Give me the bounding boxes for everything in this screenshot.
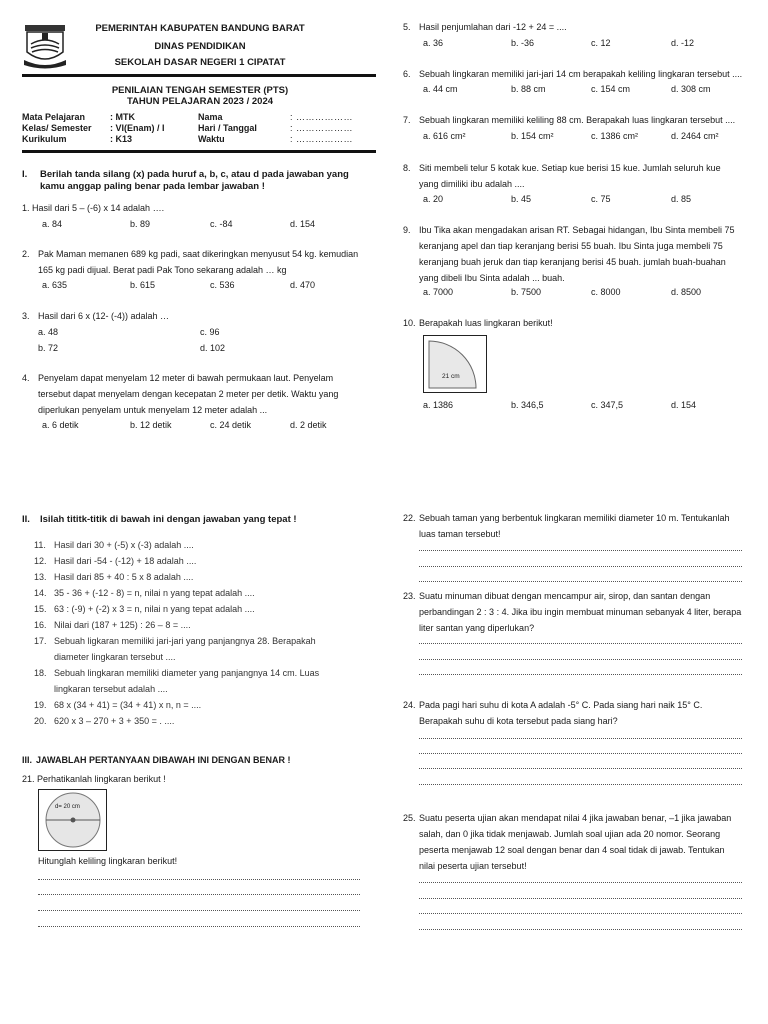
question-line: luas taman tersebut! bbox=[419, 529, 501, 539]
option: a. 6 detik bbox=[42, 420, 79, 430]
question-7: Sebuah lingkaran memiliki keliling 88 cm. Berapakah luas lingkaran tersebut .... bbox=[419, 115, 736, 125]
answer-line bbox=[419, 898, 742, 899]
fill-item bbox=[34, 649, 364, 665]
fill-item bbox=[34, 665, 364, 681]
meta-divider bbox=[22, 150, 376, 153]
meta-label: Mata Pelajaran bbox=[22, 112, 86, 122]
option: b. 72 bbox=[38, 343, 59, 353]
question-3-number: 3. bbox=[22, 311, 30, 321]
option: c. -84 bbox=[210, 219, 233, 229]
item-number: 15. bbox=[34, 604, 47, 614]
question-line: salah, dan 0 jika tidak menjawab. Jumlah soal ujian ada 20 nomor. Seorang bbox=[419, 829, 721, 839]
option: a. 7000 bbox=[423, 287, 454, 297]
left-column bbox=[22, 0, 378, 1024]
meta-label: Waktu bbox=[198, 134, 225, 144]
item-number: 19. bbox=[34, 700, 47, 710]
option: c. 347,5 bbox=[591, 400, 624, 410]
circle-diagram-icon bbox=[39, 790, 106, 850]
question-21: 21. Perhatikanlah lingkaran berikut ! bbox=[22, 774, 166, 784]
answer-line bbox=[419, 784, 742, 785]
question-line: keranjang buah jeruk dan tiap keranjang berisi 45 buah. jumlah buah-buahan bbox=[419, 257, 726, 267]
meta-value: : K13 bbox=[110, 134, 133, 144]
header-divider bbox=[22, 74, 376, 77]
option: d. 85 bbox=[671, 194, 692, 204]
fill-item bbox=[34, 681, 364, 697]
question-4 bbox=[38, 370, 378, 418]
item-number: 20. bbox=[34, 716, 47, 726]
fill-item bbox=[34, 585, 364, 601]
option: d. 2464 cm² bbox=[671, 131, 719, 141]
option: b. 7500 bbox=[511, 287, 542, 297]
time-field: : ……………… bbox=[290, 134, 354, 144]
meta-row bbox=[22, 123, 376, 134]
answer-line bbox=[419, 913, 742, 914]
option: a. 84 bbox=[42, 219, 63, 229]
section-text: Berilah tanda silang (x) pada huruf a, b, c, atau d pada jawaban yang kamu anggap paling benar pada lembar jawaban ! bbox=[40, 169, 349, 192]
item-number: 13. bbox=[34, 572, 47, 582]
answer-line bbox=[38, 879, 360, 880]
date-field: : ……………… bbox=[290, 123, 354, 133]
option: b. 615 bbox=[130, 280, 156, 290]
answer-line bbox=[419, 550, 742, 551]
option: d. 308 cm bbox=[671, 84, 711, 94]
section-text: Isilah tititk-titik di bawah ini dengan jawaban yang tepat ! bbox=[40, 514, 297, 525]
q3-options-row1 bbox=[38, 327, 280, 337]
question-line: 165 kg padi dijual. Berat padi Pak Tono sekarang adalah … kg bbox=[38, 265, 287, 275]
question-9-number: 9. bbox=[403, 225, 411, 235]
question-10-number: 10. bbox=[403, 318, 416, 328]
item-number: 17. bbox=[34, 636, 47, 646]
meta-label: Hari / Tanggal bbox=[198, 123, 257, 133]
item-text: Hasil dari -54 - (-12) + 18 adalah .... bbox=[54, 556, 197, 566]
fill-item bbox=[34, 713, 364, 729]
item-text: 35 - 36 + (-12 - 8) = n, nilai n yang tepat adalah .... bbox=[54, 588, 255, 598]
question-10: Berapakah luas lingkaran berikut! bbox=[419, 318, 553, 328]
question-1: 1. Hasil dari 5 – (-6) x 14 adalah …. bbox=[22, 203, 165, 213]
q6-options bbox=[423, 84, 731, 94]
q8-options bbox=[423, 194, 731, 204]
q10-radius-label: 21 cm bbox=[442, 373, 460, 380]
q2-options bbox=[42, 280, 350, 290]
question-line: Penyelam dapat menyelam 12 meter di bawah permukaan laut. Penyelam bbox=[38, 373, 334, 383]
option: d. 102 bbox=[200, 343, 226, 353]
exam-year: TAHUN PELAJARAN 2023 / 2024 bbox=[126, 96, 274, 107]
question-22 bbox=[419, 510, 744, 542]
question-22-number: 22. bbox=[403, 513, 416, 523]
fill-item bbox=[34, 601, 364, 617]
section-1-instruction bbox=[22, 169, 367, 193]
question-line: Berapakah suhu di kota tersebut pada siang hari? bbox=[419, 716, 618, 726]
question-line: tersebut dapat menyelam dengan kecepatan 2 meter per detik. Waktu yang bbox=[38, 389, 339, 399]
option: d. 8500 bbox=[671, 287, 702, 297]
item-text: Sebuah ligkaran memiliki jari-jari yang panjangnya 28. Berapakah bbox=[54, 636, 316, 646]
meta-label: Nama bbox=[198, 112, 223, 122]
fill-item bbox=[34, 537, 364, 553]
answer-line bbox=[419, 566, 742, 567]
answer-line bbox=[419, 929, 742, 930]
option: d. 154 bbox=[290, 219, 316, 229]
option: d. 154 bbox=[671, 400, 697, 410]
meta-value: : VI(Enam) / I bbox=[110, 123, 165, 133]
option: c. 154 cm bbox=[591, 84, 631, 94]
name-field: : ……………… bbox=[290, 112, 354, 122]
option: a. 616 cm² bbox=[423, 131, 466, 141]
item-text: 620 x 3 – 270 + 3 + 350 = . .... bbox=[54, 716, 175, 726]
section-text: JAWABLAH PERTANYAAN DIBAWAH INI DENGAN BENAR ! bbox=[36, 755, 291, 765]
answer-line bbox=[38, 894, 360, 895]
item-text: Hasil dari 30 + (-5) x (-3) adalah .... bbox=[54, 540, 194, 550]
option: a. 1386 bbox=[423, 400, 454, 410]
answer-line bbox=[38, 910, 360, 911]
question-line: nilai peserta ujian tersebut! bbox=[419, 861, 527, 871]
answer-line bbox=[419, 643, 742, 644]
option: d. 470 bbox=[290, 280, 316, 290]
option: b. -36 bbox=[511, 38, 535, 48]
item-number: 14. bbox=[34, 588, 47, 598]
question-8-number: 8. bbox=[403, 163, 411, 173]
option: d. 2 detik bbox=[290, 420, 327, 430]
option: b. 45 bbox=[511, 194, 532, 204]
question-25-number: 25. bbox=[403, 813, 416, 823]
question-9 bbox=[419, 222, 749, 286]
question-line: diperlukan penyelam untuk menyelam 12 meter adalah ... bbox=[38, 405, 268, 415]
q21-diameter-label: d= 20 cm bbox=[55, 804, 80, 810]
question-24 bbox=[419, 697, 744, 729]
item-number: 16. bbox=[34, 620, 47, 630]
option: c. 75 bbox=[591, 194, 611, 204]
answer-line bbox=[38, 926, 360, 927]
q10-options bbox=[423, 400, 731, 410]
section-number: II. bbox=[22, 514, 30, 525]
option: c. 12 bbox=[591, 38, 611, 48]
question-5: Hasil penjumlahan dari -12 + 24 = .... bbox=[419, 22, 567, 32]
question-24-number: 24. bbox=[403, 700, 416, 710]
q3-options-row2 bbox=[38, 343, 280, 353]
fill-item bbox=[34, 697, 364, 713]
exam-meta bbox=[22, 112, 376, 145]
option: a. 36 bbox=[423, 38, 444, 48]
item-text: Hasil dari 85 + 40 : 5 x 8 adalah .... bbox=[54, 572, 194, 582]
fill-item bbox=[34, 617, 364, 633]
fill-item bbox=[34, 569, 364, 585]
item-text: Sebuah lingkaran memiliki diameter yang panjangnya 14 cm. Luas bbox=[54, 668, 320, 678]
fill-in-list bbox=[34, 537, 364, 729]
meta-label: Kurikulum bbox=[22, 134, 67, 144]
question-6-number: 6. bbox=[403, 69, 411, 79]
meta-row bbox=[22, 134, 376, 145]
question-line: Suatu minuman dibuat dengan mencampur air, sirop, dan santan dengan bbox=[419, 591, 711, 601]
option: b. 88 cm bbox=[511, 84, 546, 94]
item-text: 68 x (34 + 41) = (34 + 41) x n, n = .... bbox=[54, 700, 202, 710]
question-line: Pada pagi hari suhu di kota A adalah -5° C. Pada siang hari naik 15° C. bbox=[419, 700, 703, 710]
question-21-task: Hitunglah keliling lingkaran berikut! bbox=[38, 856, 178, 866]
answer-line bbox=[419, 738, 742, 739]
question-23-number: 23. bbox=[403, 591, 416, 601]
q5-options bbox=[423, 38, 731, 48]
item-text: diameter lingkaran tersebut .... bbox=[54, 652, 176, 662]
option: a. 48 bbox=[38, 327, 59, 337]
quarter-circle-icon bbox=[424, 336, 486, 392]
q9-options bbox=[423, 287, 731, 297]
question-23 bbox=[419, 588, 744, 636]
question-line: Suatu peserta ujian akan mendapat nilai 4 jika jawaban benar, –1 jika jawaban bbox=[419, 813, 732, 823]
option: c. 8000 bbox=[591, 287, 621, 297]
item-number: 12. bbox=[34, 556, 47, 566]
question-8 bbox=[419, 160, 749, 192]
answer-line bbox=[419, 753, 742, 754]
question-line: yang dibeli Ibu Sinta adalah ... buah. bbox=[419, 273, 565, 283]
question-5-number: 5. bbox=[403, 22, 411, 32]
section-number: I. bbox=[22, 169, 28, 180]
question-line: peserta menjawab 12 soal dengan benar dan 4 soal tidak di jawab. Tentukan bbox=[419, 845, 725, 855]
right-column bbox=[403, 0, 748, 1024]
item-number: 11. bbox=[34, 540, 46, 550]
option: b. 346,5 bbox=[511, 400, 544, 410]
fill-item bbox=[34, 553, 364, 569]
question-line: liter santan yang diperlukan? bbox=[419, 623, 535, 633]
item-number: 18. bbox=[34, 668, 47, 678]
question-25 bbox=[419, 810, 744, 874]
q7-options bbox=[423, 131, 741, 141]
question-3: Hasil dari 6 x (12- (-4)) adalah … bbox=[38, 311, 170, 321]
q10-figure bbox=[423, 335, 487, 393]
meta-row bbox=[22, 112, 376, 123]
question-line: Siti membeli telur 5 kotak kue. Setiap kue berisi 15 kue. Jumlah seluruh kue bbox=[419, 163, 721, 173]
section-3-instruction bbox=[22, 754, 367, 766]
header-dept: DINAS PENDIDIKAN bbox=[154, 41, 246, 52]
section-number: III. bbox=[22, 755, 33, 765]
item-text: Nilai dari (187 + 125) : 26 – 8 = .... bbox=[54, 620, 191, 630]
answer-line bbox=[419, 674, 742, 675]
option: a. 44 cm bbox=[423, 84, 458, 94]
q4-options bbox=[42, 420, 350, 430]
option: b. 89 bbox=[130, 219, 151, 229]
header-school: SEKOLAH DASAR NEGERI 1 CIPATAT bbox=[114, 57, 286, 68]
question-4-number: 4. bbox=[22, 373, 30, 383]
option: c. 24 detik bbox=[210, 420, 252, 430]
answer-line bbox=[419, 581, 742, 582]
meta-label: Kelas/ Semester bbox=[22, 123, 92, 133]
item-text: lingkaran tersebut adalah .... bbox=[54, 684, 168, 694]
answer-line bbox=[419, 768, 742, 769]
question-7-number: 7. bbox=[403, 115, 411, 125]
option: c. 536 bbox=[210, 280, 235, 290]
fill-item bbox=[34, 633, 364, 649]
option: b. 12 detik bbox=[130, 420, 172, 430]
question-line: Ibu Tika akan mengadakan arisan RT. Sebagai hidangan, Ibu Sinta membeli 75 bbox=[419, 225, 735, 235]
question-line: yang dimiliki ibu adalah .... bbox=[419, 179, 525, 189]
option: b. 154 cm² bbox=[511, 131, 554, 141]
question-line: keranjang apel dan tiap keranjang berisi 55 buah. Ibu Sinta juga membeli 75 bbox=[419, 241, 723, 251]
question-2-number: 2. bbox=[22, 249, 30, 259]
header-gov: PEMERINTAH KABUPATEN BANDUNG BARAT bbox=[95, 23, 305, 34]
option: c. 96 bbox=[200, 327, 220, 337]
question-line: Pak Maman memanen 689 kg padi, saat dikeringkan menyusut 54 kg. kemudian bbox=[38, 249, 359, 259]
answer-line bbox=[419, 659, 742, 660]
q1-options bbox=[42, 219, 350, 229]
section-2-instruction bbox=[22, 514, 367, 526]
question-2 bbox=[38, 246, 378, 278]
question-line: perbandingan 2 : 3 : 4. Jika ibu ingin membuat minuman sebanyak 4 liter, berapa bbox=[419, 607, 742, 617]
question-6: Sebuah lingkaran memiliki jari-jari 14 cm berapakah keliling lingkaran tersebut .... bbox=[419, 69, 743, 79]
option: a. 635 bbox=[42, 280, 68, 290]
exam-title: PENILAIAN TENGAH SEMESTER (PTS) bbox=[111, 85, 289, 96]
option: d. -12 bbox=[671, 38, 695, 48]
question-line: Sebuah taman yang berbentuk lingkaran memiliki diameter 10 m. Tentukanlah bbox=[419, 513, 730, 523]
answer-line bbox=[419, 882, 742, 883]
option: c. 1386 cm² bbox=[591, 131, 639, 141]
item-text: 63 : (-9) + (-2) x 3 = n, nilai n yang tepat adalah .... bbox=[54, 604, 255, 614]
option: a. 20 bbox=[423, 194, 444, 204]
q21-figure bbox=[38, 789, 107, 851]
meta-value: : MTK bbox=[110, 112, 135, 122]
